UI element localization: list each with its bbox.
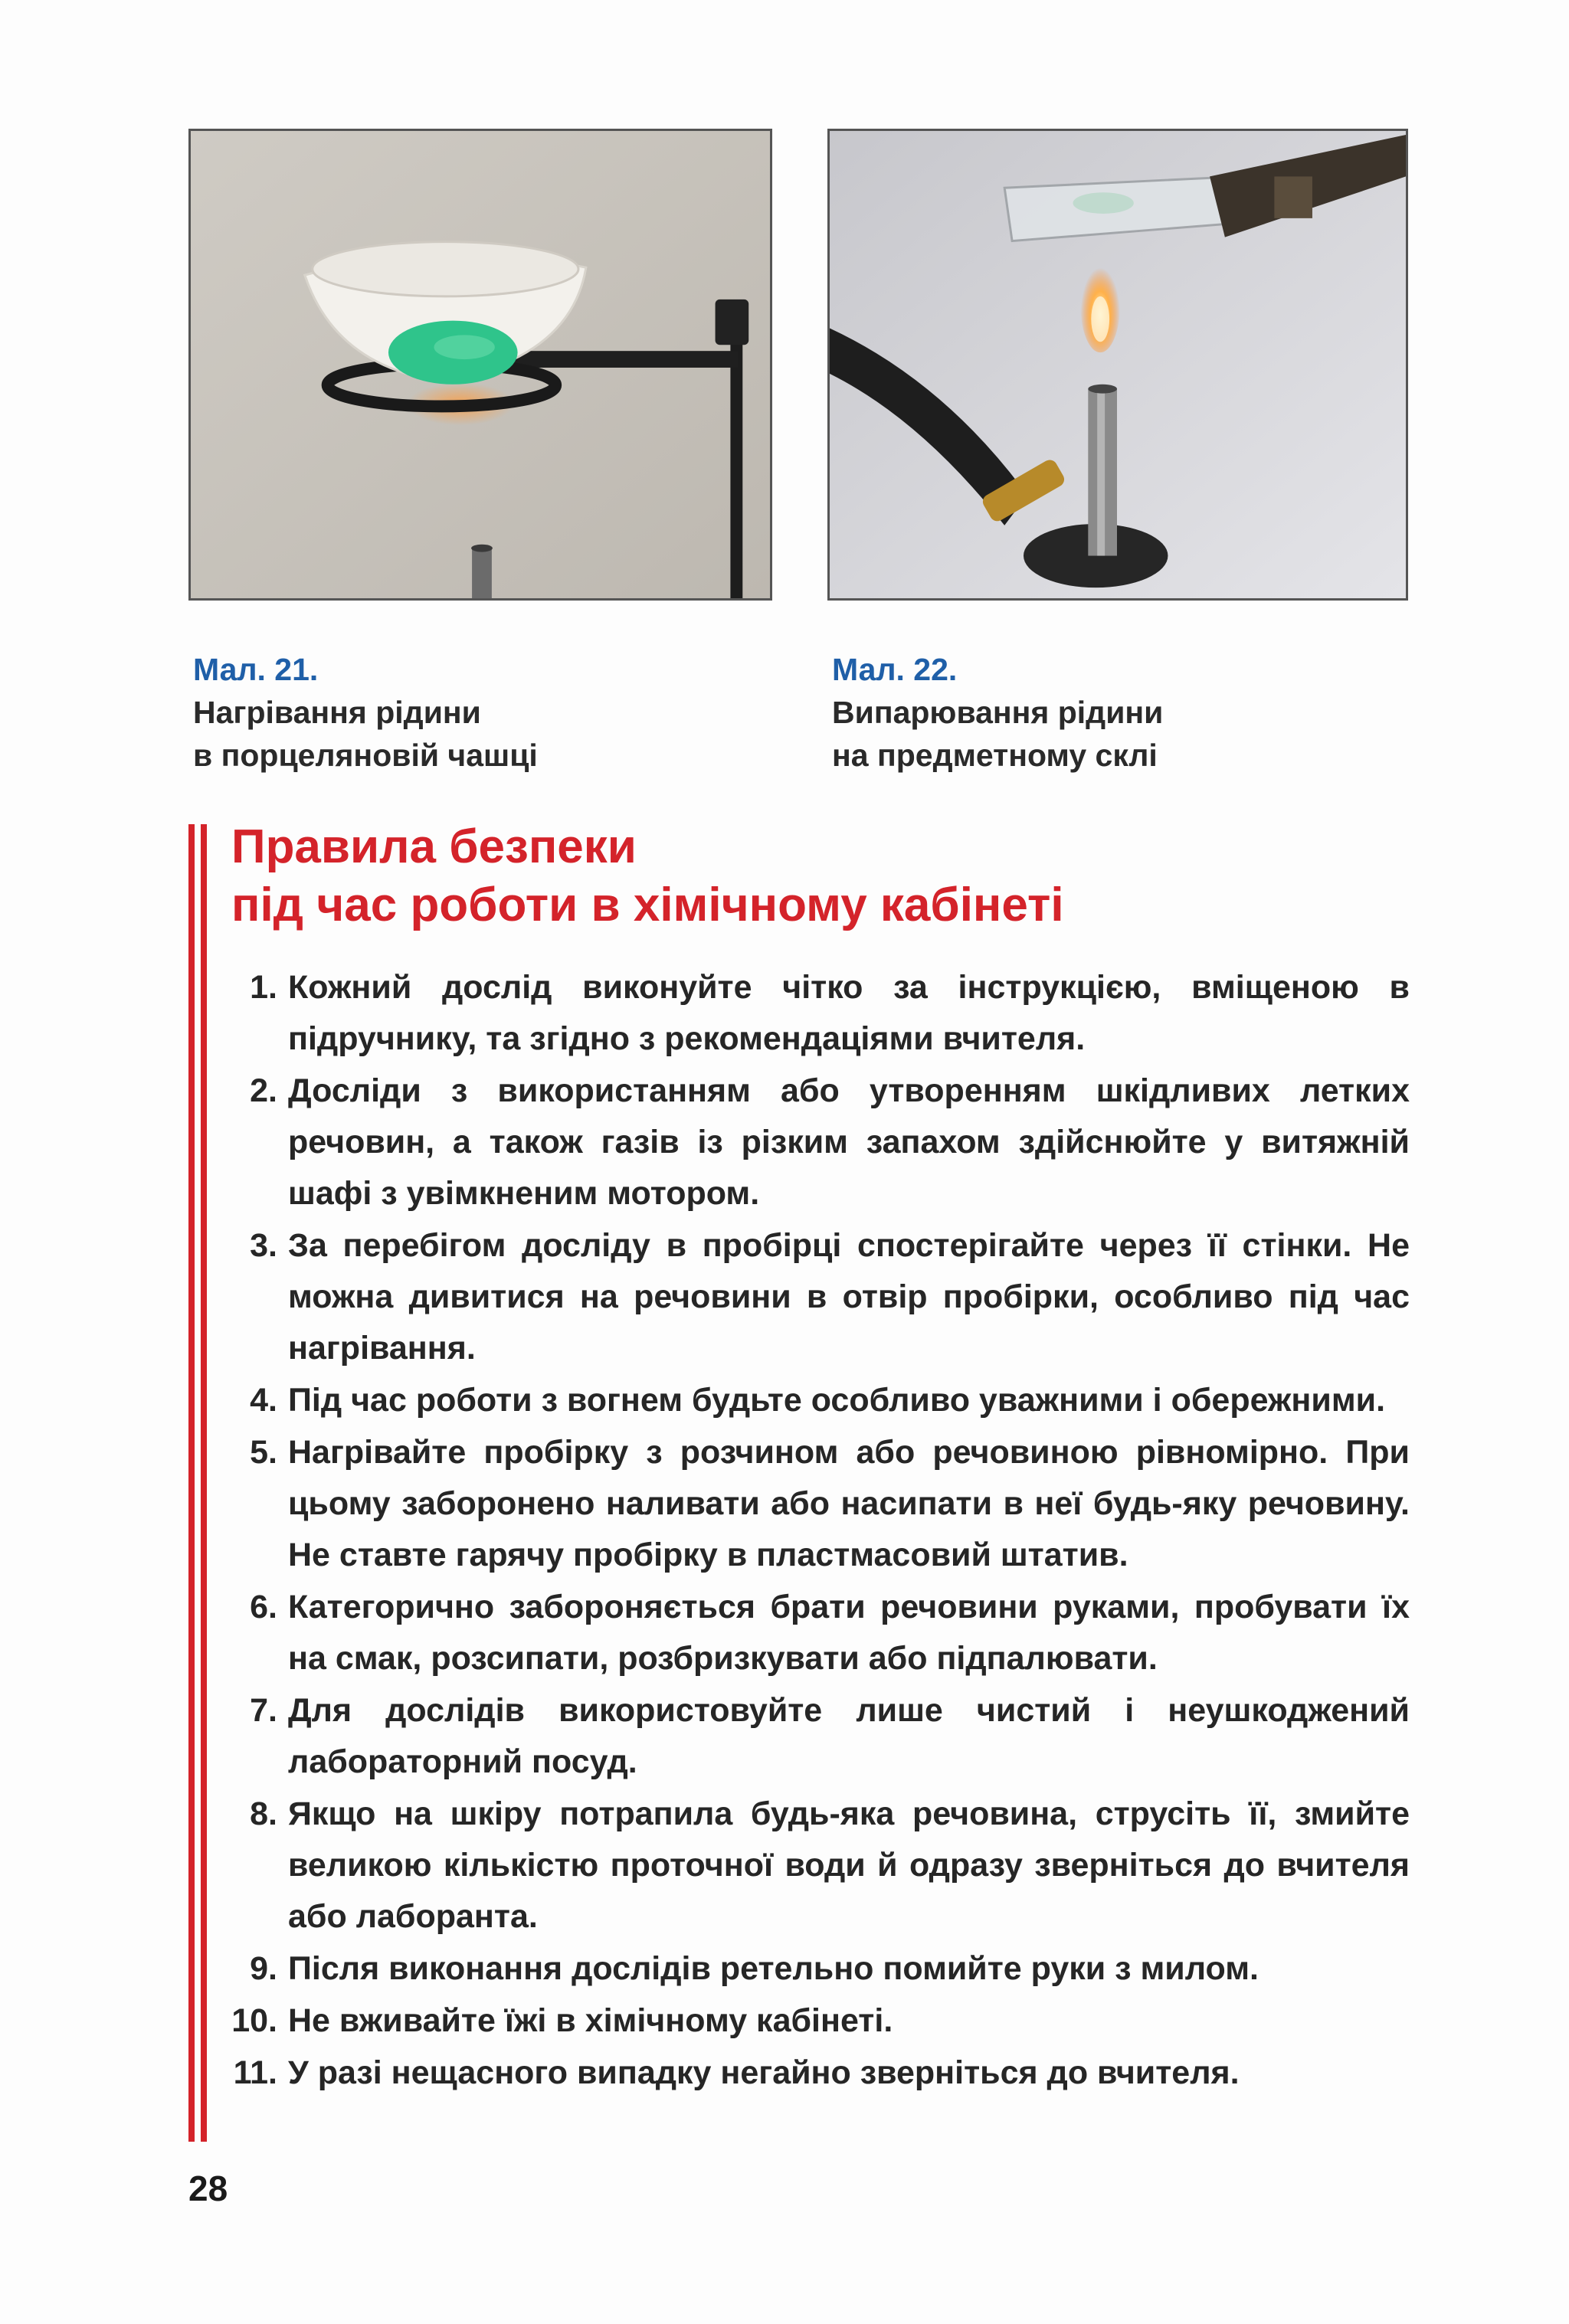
item-text: Категорично забороняється брати речовини руками, пробувати їх на смак, розсипати, розбризкувати або підпалювати. (288, 1589, 1410, 1677)
item-text: Нагрівайте пробірку з розчином або речовиною рівномірно. При цьому заборонено наливати або насипати в неї будь-яку речовину. Не ставте гарячу пробірку в пластмасовий штатив. (288, 1434, 1410, 1573)
item-number: 10. (231, 2002, 277, 2039)
list-item (0, 2047, 1569, 2099)
item-number: 4. (250, 1382, 277, 1419)
item-text: Не вживайте їжі в хімічному кабінеті. (288, 2002, 893, 2039)
item-text: Під час роботи з вогнем будьте особливо уважними і обережними. (288, 1382, 1386, 1419)
item-number: 5. (250, 1434, 277, 1471)
figure-porcelain-dish-photo (188, 129, 772, 601)
item-text: Для дослідів використовуйте лише чистий і неушкоджений лабораторний посуд. (288, 1692, 1410, 1780)
glass-slide-illustration (830, 131, 1406, 598)
item-number: 11. (233, 2054, 277, 2091)
safety-rules-list (0, 962, 1569, 2100)
figure-glass-slide-photo (827, 129, 1408, 601)
item-number: 8. (250, 1795, 277, 1832)
item-text: Якщо на шкіру потрапила будь-яка речовина, струсіть її, змийте великою кількістю проточної води й одразу зверніться до вчителя або лаборанта. (288, 1795, 1410, 1935)
list-item (0, 1427, 1569, 1581)
title-line: під час роботи в хімічному кабінеті (231, 879, 1064, 931)
list-item (0, 1220, 1569, 1374)
figure-number: Мал. 22. (832, 652, 958, 687)
item-text: У разі нещасного випадку негайно зверніться до вчителя. (288, 2054, 1240, 2091)
item-number: 3. (250, 1227, 277, 1264)
title-line: Правила безпеки (231, 820, 637, 873)
list-item (0, 1995, 1569, 2047)
item-text: Кожний дослід виконуйте чітко за інструкцією, вміщеною в підручнику, та згідно з рекомендаціями вчителя. (288, 969, 1410, 1057)
list-item (0, 1685, 1569, 1788)
figure-number: Мал. 21. (193, 652, 319, 687)
item-number: 1. (250, 969, 277, 1006)
item-number: 9. (250, 1950, 277, 1987)
list-item (0, 1582, 1569, 1684)
item-number: 7. (250, 1692, 277, 1729)
list-item (0, 1375, 1569, 1426)
list-item (0, 1789, 1569, 1943)
page-number: 28 (188, 2169, 228, 2208)
list-item (0, 1065, 1569, 1219)
figure-21-caption (193, 648, 538, 777)
porcelain-dish-illustration (191, 131, 770, 598)
figure-22-caption (832, 648, 1163, 777)
item-number: 6. (250, 1589, 277, 1625)
list-item (0, 962, 1569, 1065)
item-number: 2. (250, 1072, 277, 1109)
item-text: Досліди з використанням або утворенням шкідливих летких речовин, а також газів із різким запахом здійснюйте у витяжній шафі з увімкненим мотором. (288, 1072, 1410, 1212)
list-item (0, 1943, 1569, 1995)
item-text: Після виконання дослідів ретельно помийте руки з милом. (288, 1950, 1259, 1987)
caption-line: Нагрівання рідини (193, 695, 481, 730)
caption-line: в порцеляновій чашці (193, 738, 538, 773)
section-title (231, 818, 1411, 935)
caption-line: на предметному склі (832, 738, 1158, 773)
item-text: За перебігом досліду в пробірці спостерігайте через її стінки. Не можна дивитися на речовини в отвір пробірки, особливо під час нагрівання. (288, 1227, 1410, 1367)
caption-line: Випарювання рідини (832, 695, 1164, 730)
